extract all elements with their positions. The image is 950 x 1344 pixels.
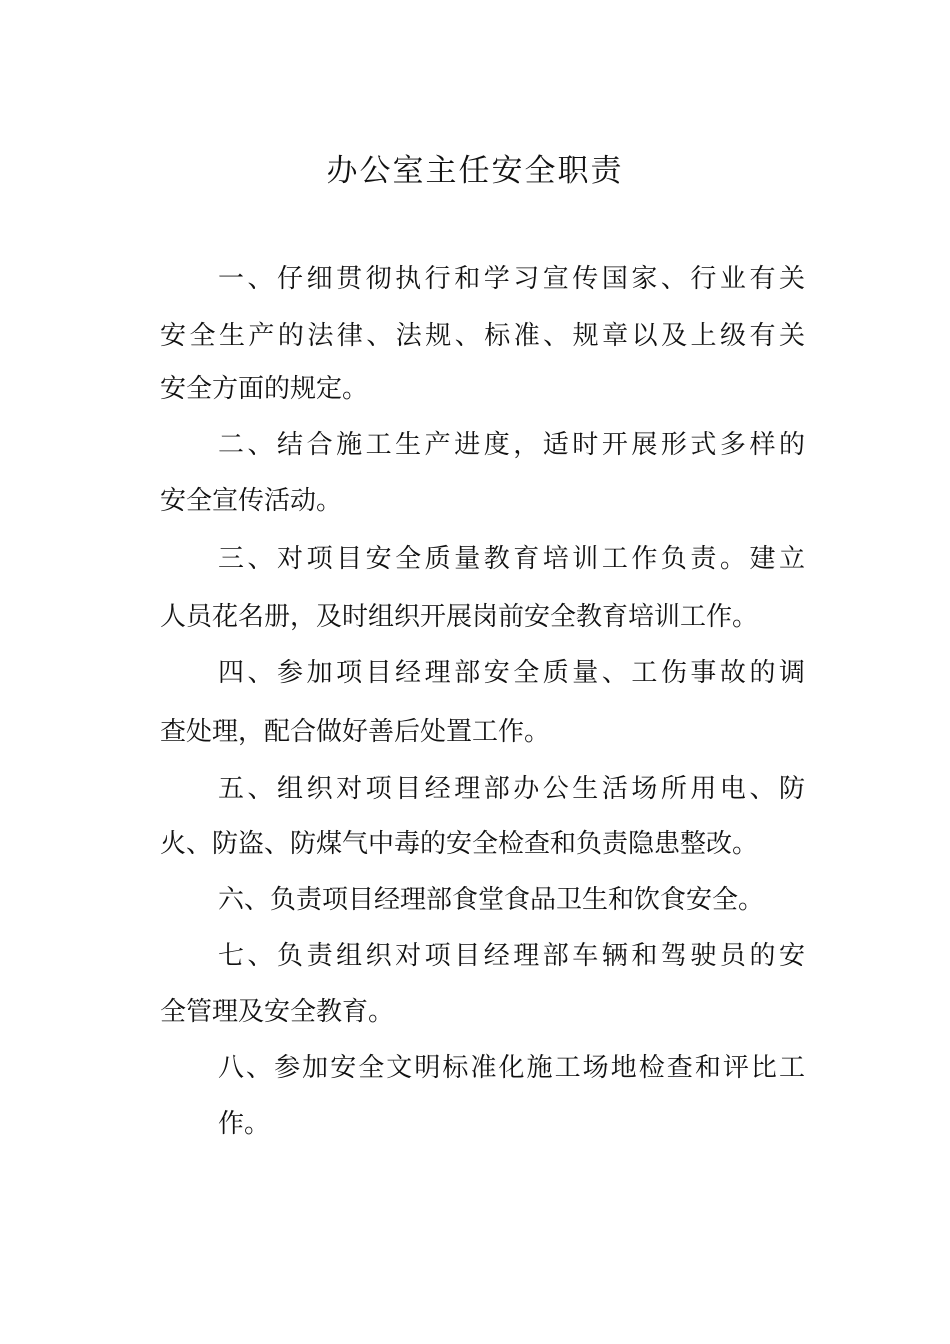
paragraph-5-line-2: 火、防盗、防煤气中毒的安全检查和负责隐患整改。 [160,829,759,859]
paragraph-7-line-1: 七、负责组织对项目经理部车辆和驾驶员的安 [218,941,805,971]
paragraph-4-line-1: 四、参加项目经理部安全质量、工伤事故的调 [218,658,805,688]
paragraph-3-line-2: 人员花名册，及时组织开展岗前安全教育培训工作。 [160,602,759,632]
paragraph-1-line-3: 安全方面的规定。 [160,374,369,404]
paragraph-6-line-1: 六、负责项目经理部食堂食品卫生和饮食安全。 [218,885,765,915]
paragraph-2-line-1: 二、结合施工生产进度，适时开展形式多样的 [218,430,805,460]
paragraph-4-line-2: 查处理，配合做好善后处置工作。 [160,717,551,747]
paragraph-2-line-2: 安全宣传活动。 [160,486,343,516]
paragraph-1-line-1: 一、仔细贯彻执行和学习宣传国家、行业有关 [218,264,805,294]
paragraph-3-line-1: 三、对项目安全质量教育培训工作负责。建立 [218,544,805,574]
document-title: 办公室主任安全职责 [326,153,624,189]
paragraph-8-line-2: 作。 [218,1109,271,1139]
paragraph-5-line-1: 五、组织对项目经理部办公生活场所用电、防 [218,774,805,804]
paragraph-7-line-2: 全管理及安全教育。 [160,997,395,1027]
paragraph-1-line-2: 安全生产的法律、法规、标准、规章以及上级有关 [160,321,805,351]
paragraph-8-line-1: 八、参加安全文明标准化施工场地检查和评比工 [218,1053,805,1083]
